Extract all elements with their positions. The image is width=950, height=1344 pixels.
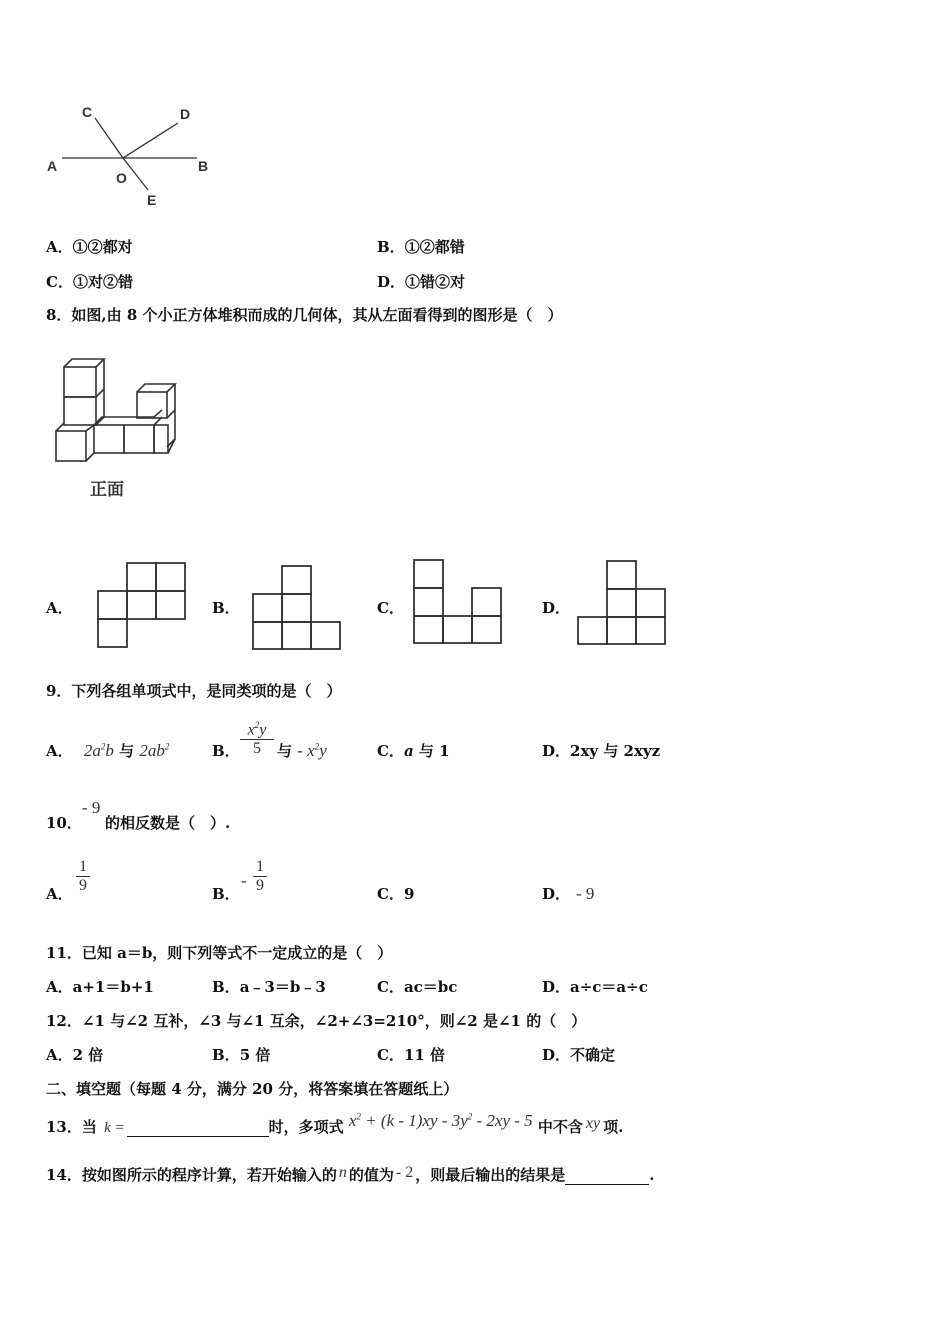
q10-option-a-fraction: 1 9 [76,858,90,895]
q8-option-b-label[interactable]: B． [212,599,240,617]
q9-stem: 9．下列各组单项式中，是同类项的是（ ） [46,682,342,700]
q9-option-b-right: 与 - $x^2y$ [277,741,327,760]
front-label: 正面 [90,480,124,499]
q8-option-a-label[interactable]: A． [46,599,73,617]
section-fill-in-title: 二、填空题（每题 4 分，满分 20 分，将答案填在答题纸上） [46,1080,459,1098]
q11-option-b[interactable]: B．a﹣3＝b﹣3 [212,978,326,996]
q7-option-c[interactable]: C．①对②错 [46,273,133,291]
q11-stem: 11．已知 a＝b，则下列等式不一定成立的是（ ） [46,944,393,962]
q8-stem: 8．如图,由 8 个小正方体堆积而成的几何体，其从左面看得到的图形是（ ） [46,306,563,324]
q10-stem: 的相反数是（ ）. [105,814,231,832]
label-e: E [147,192,157,208]
q8-option-b-figure[interactable] [251,564,343,652]
q9-option-a[interactable]: A． $2a^2b$ 与 $2ab^2$ [46,741,170,760]
q7-option-b[interactable]: B．①②都错 [377,238,465,256]
q12-option-a[interactable]: A．2 倍 [46,1046,104,1064]
q8-option-c-label[interactable]: C． [377,599,404,617]
q8-cube-stack-figure [50,355,185,505]
label-d: D [180,106,191,122]
q7-option-a[interactable]: A．①②都对 [46,238,133,256]
q14-line: 14．按如图所示的程序计算，若开始输入的 n 的值为 - 2 ，则最后输出的结果是 . [46,1164,655,1184]
q13-answer-blank[interactable] [127,1120,269,1137]
label-o: O [116,170,127,186]
q10-number: 10． [46,814,82,832]
q9-option-b-fraction: $x^2y$ 5 [240,716,274,758]
label-a: A [47,158,58,174]
q10-option-b-sign: - [241,871,247,890]
q9-option-d[interactable]: D．2xy 与 2xyz [542,742,661,760]
q10-option-d[interactable]: D． - 9 [542,884,595,903]
q8-option-a-figure[interactable] [96,562,188,650]
q8-option-c-figure[interactable] [412,558,504,646]
q11-option-c[interactable]: C．ac＝bc [377,978,458,996]
q9-option-b-key[interactable]: B． [212,742,240,760]
q8-option-d-label[interactable]: D． [542,599,571,617]
q12-option-c[interactable]: C．11 倍 [377,1046,446,1064]
ray-oc [95,118,123,158]
q14-answer-blank[interactable] [565,1168,649,1185]
q10-option-c[interactable]: C．9 [377,885,415,903]
q10-expression: - 9 [82,798,101,817]
q12-option-b[interactable]: B．5 倍 [212,1046,271,1064]
label-c: C [82,104,93,120]
q12-option-d[interactable]: D．不确定 [542,1046,616,1064]
q11-option-d[interactable]: D．a÷c＝a÷c [542,978,648,996]
label-b: B [198,158,209,174]
q10-option-b-fraction: 1 9 [253,858,267,895]
q8-option-d-figure[interactable] [576,559,668,647]
q7-option-d[interactable]: D．①错②对 [377,273,466,291]
q10-option-b-key[interactable]: B． [212,885,240,903]
q7-angle-figure [40,98,225,213]
q9-option-c[interactable]: C．a 与 1 [377,742,450,760]
q11-option-a[interactable]: A．a+1＝b+1 [46,978,154,996]
q10-option-a-key[interactable]: A． [46,885,73,903]
q12-stem: 12．∠1 与∠2 互补，∠3 与∠1 互余，∠2+∠3=210°，则∠2 是∠1 的（ ） [46,1012,587,1030]
q13-line: 13．当 k = 时，多项式 $x^2 + (k - 1)xy - 3y^2 - 2xy - 5$ 中不含 xy 项. [46,1111,624,1136]
line-de [123,123,178,158]
